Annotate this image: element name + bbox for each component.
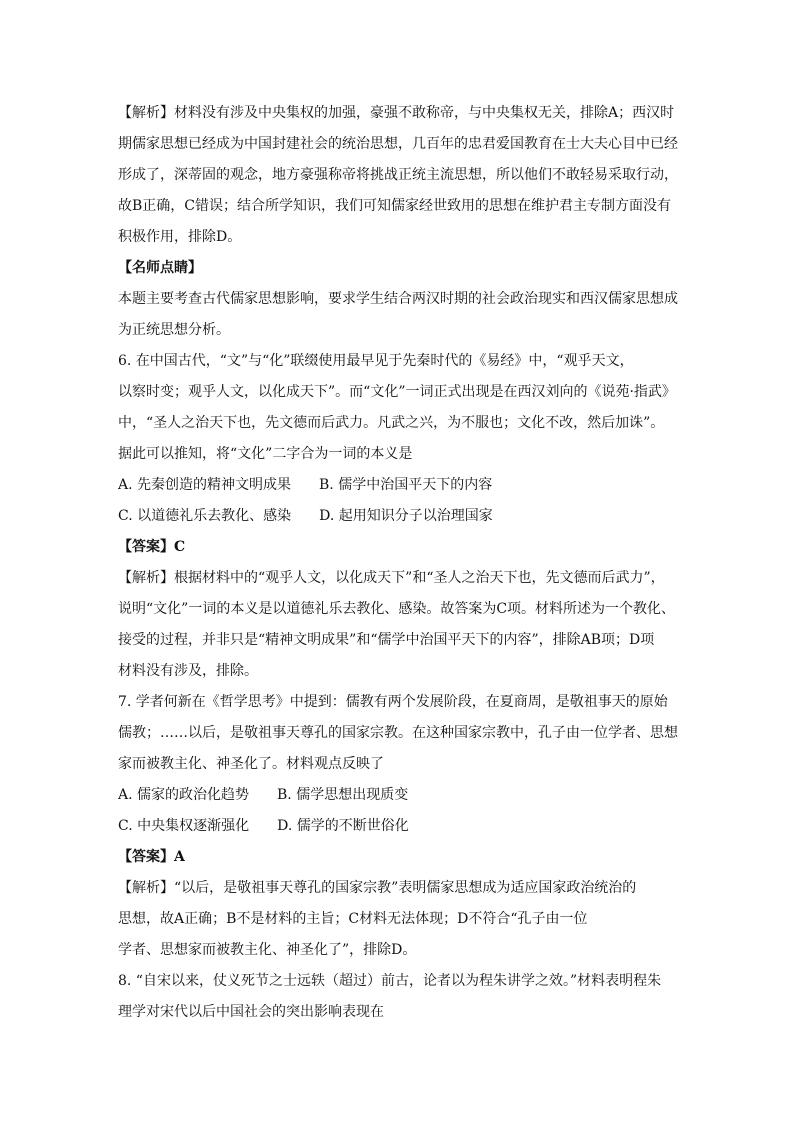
q6-line-3: 中，“圣人之治天下也，先文德而后武力。凡武之兴，为不服也；文化不改，然后加诛”。 [118, 415, 665, 431]
q7-options-cd: C. 中央集权逐渐强化 D. 儒学的不断世俗化 [118, 818, 409, 834]
q6-analysis-2: 说明“文化”一词的本义是以道德礼乐去教化、感染。故答案为C项。材料所述为一个教化、 [118, 601, 676, 617]
tips-line-2: 为正统思想分析。 [118, 322, 230, 338]
q8-line-2: 理学对宋代以后中国社会的突出影响表现在 [118, 1004, 384, 1020]
q7-line-1: 7. 学者何新在《哲学思考》中提到：儒教有两个发展阶段，在夏商周，是敬祖事天的原始 [118, 694, 668, 710]
q6-analysis-4: 材料没有涉及，排除。 [118, 663, 258, 679]
analysis-line-1: 【解析】材料没有涉及中央集权的加强，豪强不敢称帝，与中央集权无关，排除A；西汉时 [118, 105, 675, 121]
q7-line-3: 家而被教主化、神圣化了。材料观点反映了 [118, 756, 384, 772]
analysis-line-5: 积极作用，排除D。 [118, 229, 242, 245]
q7-analysis-3: 学者、思想家而被教主化、神圣化了”，排除D。 [118, 942, 417, 958]
q7-answer: 【答案】A [118, 849, 185, 865]
q6-options-cd: C. 以道德礼乐去教化、感染 D. 起用知识分子以治理国家 [118, 508, 493, 524]
tips-line-1: 本题主要考查古代儒家思想影响，要求学生结合两汉时期的社会政治现实和西汉儒家思想成 [118, 291, 678, 307]
q7-line-2: 儒教；……以后，是敬祖事天尊孔的国家宗教。在这种国家宗教中，孔子由一位学者、思想 [118, 725, 678, 741]
q6-answer: 【答案】C [118, 539, 186, 555]
q6-line-2: 以察时变；观乎人文，以化成天下”。而“文化”一词正式出现是在西汉刘向的《说苑·指武》 [118, 384, 676, 400]
q7-analysis-2: 思想，故A正确；B不是材料的主旨；C材料无法体现；D不符合“孔子由一位 [118, 911, 588, 927]
q6-line-1: 6. 在中国古代，“文”与“化”联缀使用最早见于先秦时代的《易经》中，“观乎天文， [118, 353, 634, 369]
analysis-line-4: 故B正确，C错误；结合所学知识，我们可知儒家经世致用的思想在维护君主专制方面没有 [118, 198, 671, 214]
tips-heading: 【名师点睛】 [118, 260, 202, 276]
q6-analysis-1: 【解析】根据材料中的“观乎人文，以化成天下”和“圣人之治天下也，先文德而后武力”， [118, 570, 665, 586]
q6-analysis-3: 接受的过程，并非只是“精神文明成果”和“儒学中治国平天下的内容”，排除AB项；D项 [118, 632, 655, 648]
q6-options-ab: A. 先秦创造的精神文明成果 B. 儒学中治国平天下的内容 [118, 477, 493, 493]
q8-line-1: 8. “自宋以来，仗义死节之士远轶（超过）前古，论者以为程朱讲学之效。”材料表明程朱 [118, 973, 662, 989]
q7-analysis-1: 【解析】“以后，是敬祖事天尊孔的国家宗教”表明儒家思想成为适应国家政治统治的 [118, 880, 637, 896]
analysis-line-3: 形成了，深蒂固的观念，地方豪强称帝将挑战正统主流思想，所以他们不敢轻易采取行动， [118, 167, 678, 183]
q6-line-4: 据此可以推知，将“文化”二字合为一词的本义是 [118, 446, 413, 462]
q7-options-ab: A. 儒家的政治化趋势 B. 儒学思想出现质变 [118, 787, 409, 803]
analysis-line-2: 期儒家思想已经成为中国封建社会的统治思想，几百年的忠君爱国教育在士大夫心目中已经 [118, 136, 678, 152]
document-page [118, 98, 678, 1028]
